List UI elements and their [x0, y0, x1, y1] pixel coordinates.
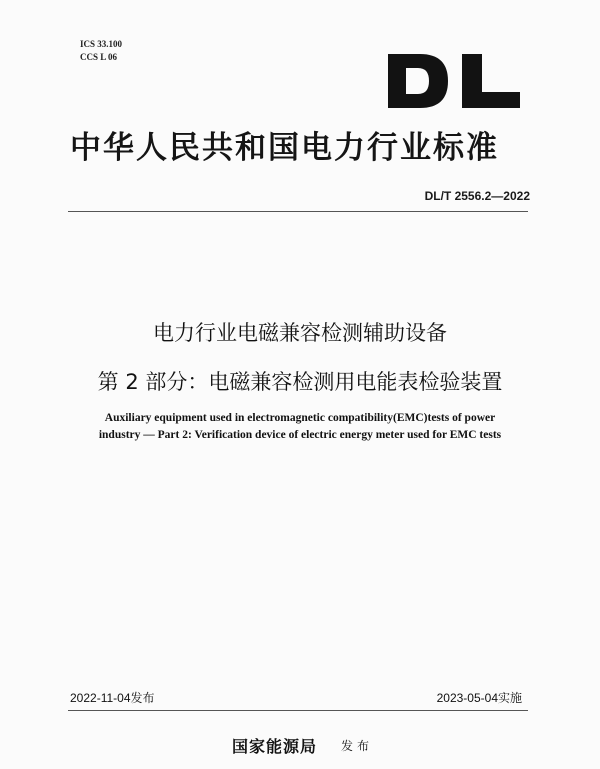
issue-date: 2022-11-04发布	[70, 691, 155, 705]
ccs-code: CCS L 06	[80, 52, 118, 62]
chinese-title-line-1: 电力行业电磁兼容检测辅助设备	[153, 321, 447, 345]
english-title-line-2: industry — Part 2: Verification device of electric energy meter used for EMC tests	[98, 429, 502, 441]
publish-label: 发布	[341, 739, 374, 753]
issuing-authority: 国家能源局	[232, 737, 318, 756]
bottom-divider	[68, 710, 528, 711]
english-title	[40, 410, 560, 444]
top-divider	[68, 211, 528, 212]
standard-type-heading: 中华人民共和国电力行业标准	[70, 130, 499, 166]
english-title-line-1: Auxiliary equipment used in electromagnetic compatibility(EMC)tests of power	[104, 412, 496, 424]
standard-number: DL/T 2556.2—2022	[424, 189, 530, 203]
dl-logo	[386, 52, 522, 110]
dl-logo-graphic	[386, 52, 522, 110]
chinese-title-line-2: 第 2 部分：电磁兼容检测用电能表检验装置	[97, 370, 503, 394]
ics-code: ICS 33.100	[80, 39, 123, 49]
implementation-date: 2023-05-04实施	[436, 691, 522, 705]
